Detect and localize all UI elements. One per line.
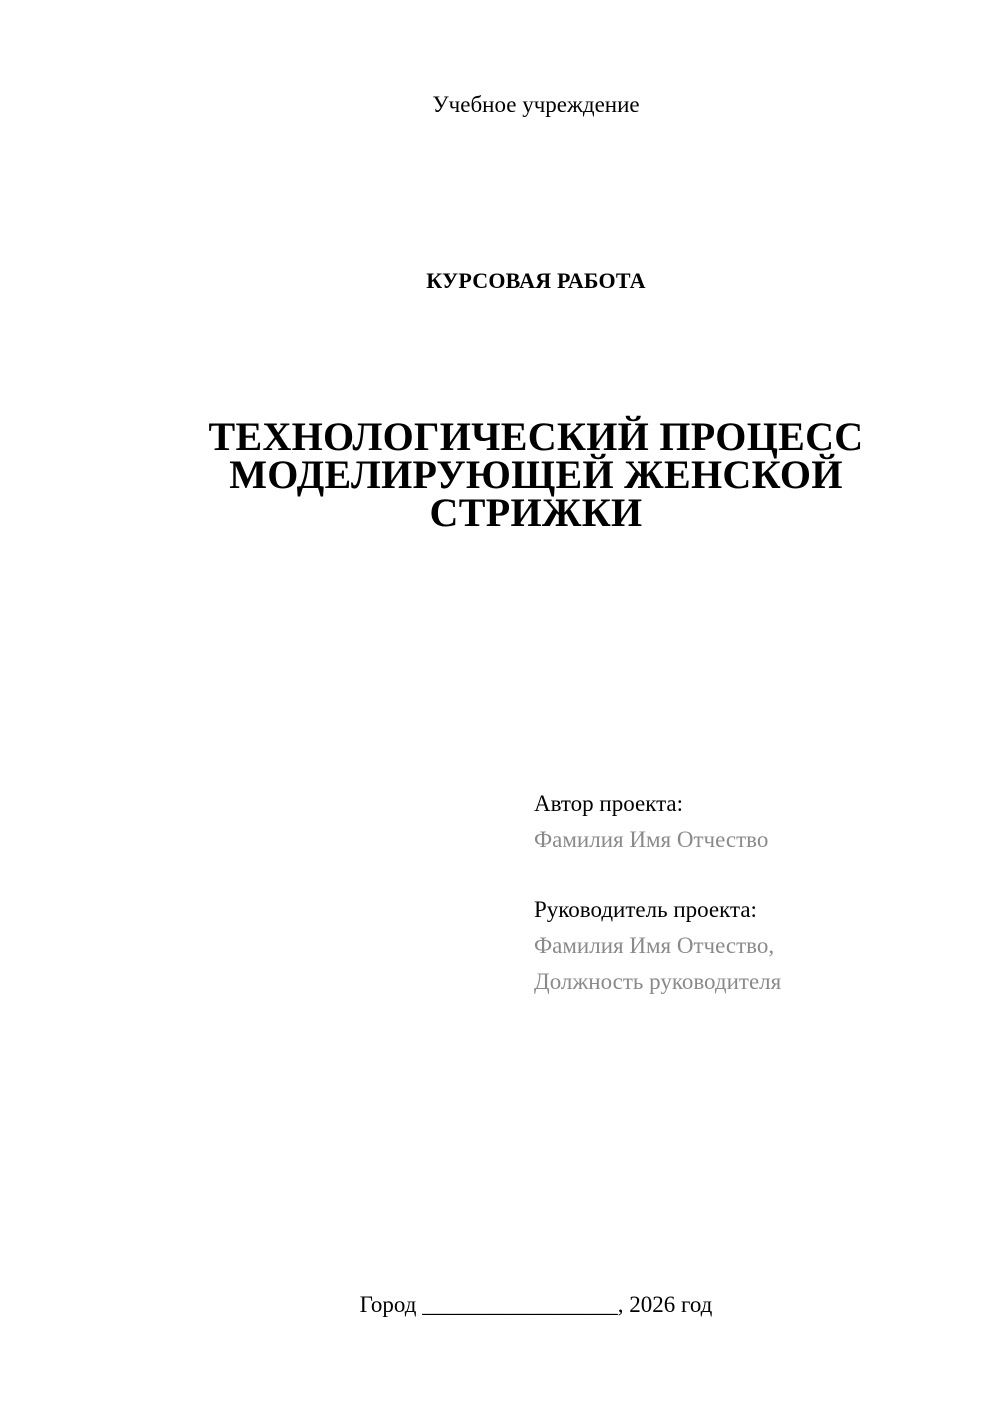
author-label: Автор проекта: (534, 791, 683, 816)
supervisor-block (534, 892, 974, 1000)
city-year-footer: Город _________________, 2026 год (359, 1292, 713, 1317)
institution-name: Учебное учреждение (432, 92, 640, 117)
author-name: Фамилия Имя Отчество (534, 827, 769, 852)
title-line: СТРИЖКИ (429, 490, 643, 535)
title-line: ТЕХНОЛОГИЧЕСКИЙ ПРОЦЕСС (208, 414, 864, 459)
document-title (0, 414, 1000, 535)
supervisor-name: Фамилия Имя Отчество, (534, 933, 775, 958)
supervisor-position: Должность руководителя (534, 969, 782, 994)
title-line: МОДЕЛИРУЮЩЕЙ ЖЕНСКОЙ (229, 452, 843, 497)
supervisor-label: Руководитель проекта: (534, 897, 757, 922)
credits-block (534, 786, 974, 1000)
document-type: КУРСОВАЯ РАБОТА (426, 268, 646, 293)
author-block (534, 786, 974, 858)
